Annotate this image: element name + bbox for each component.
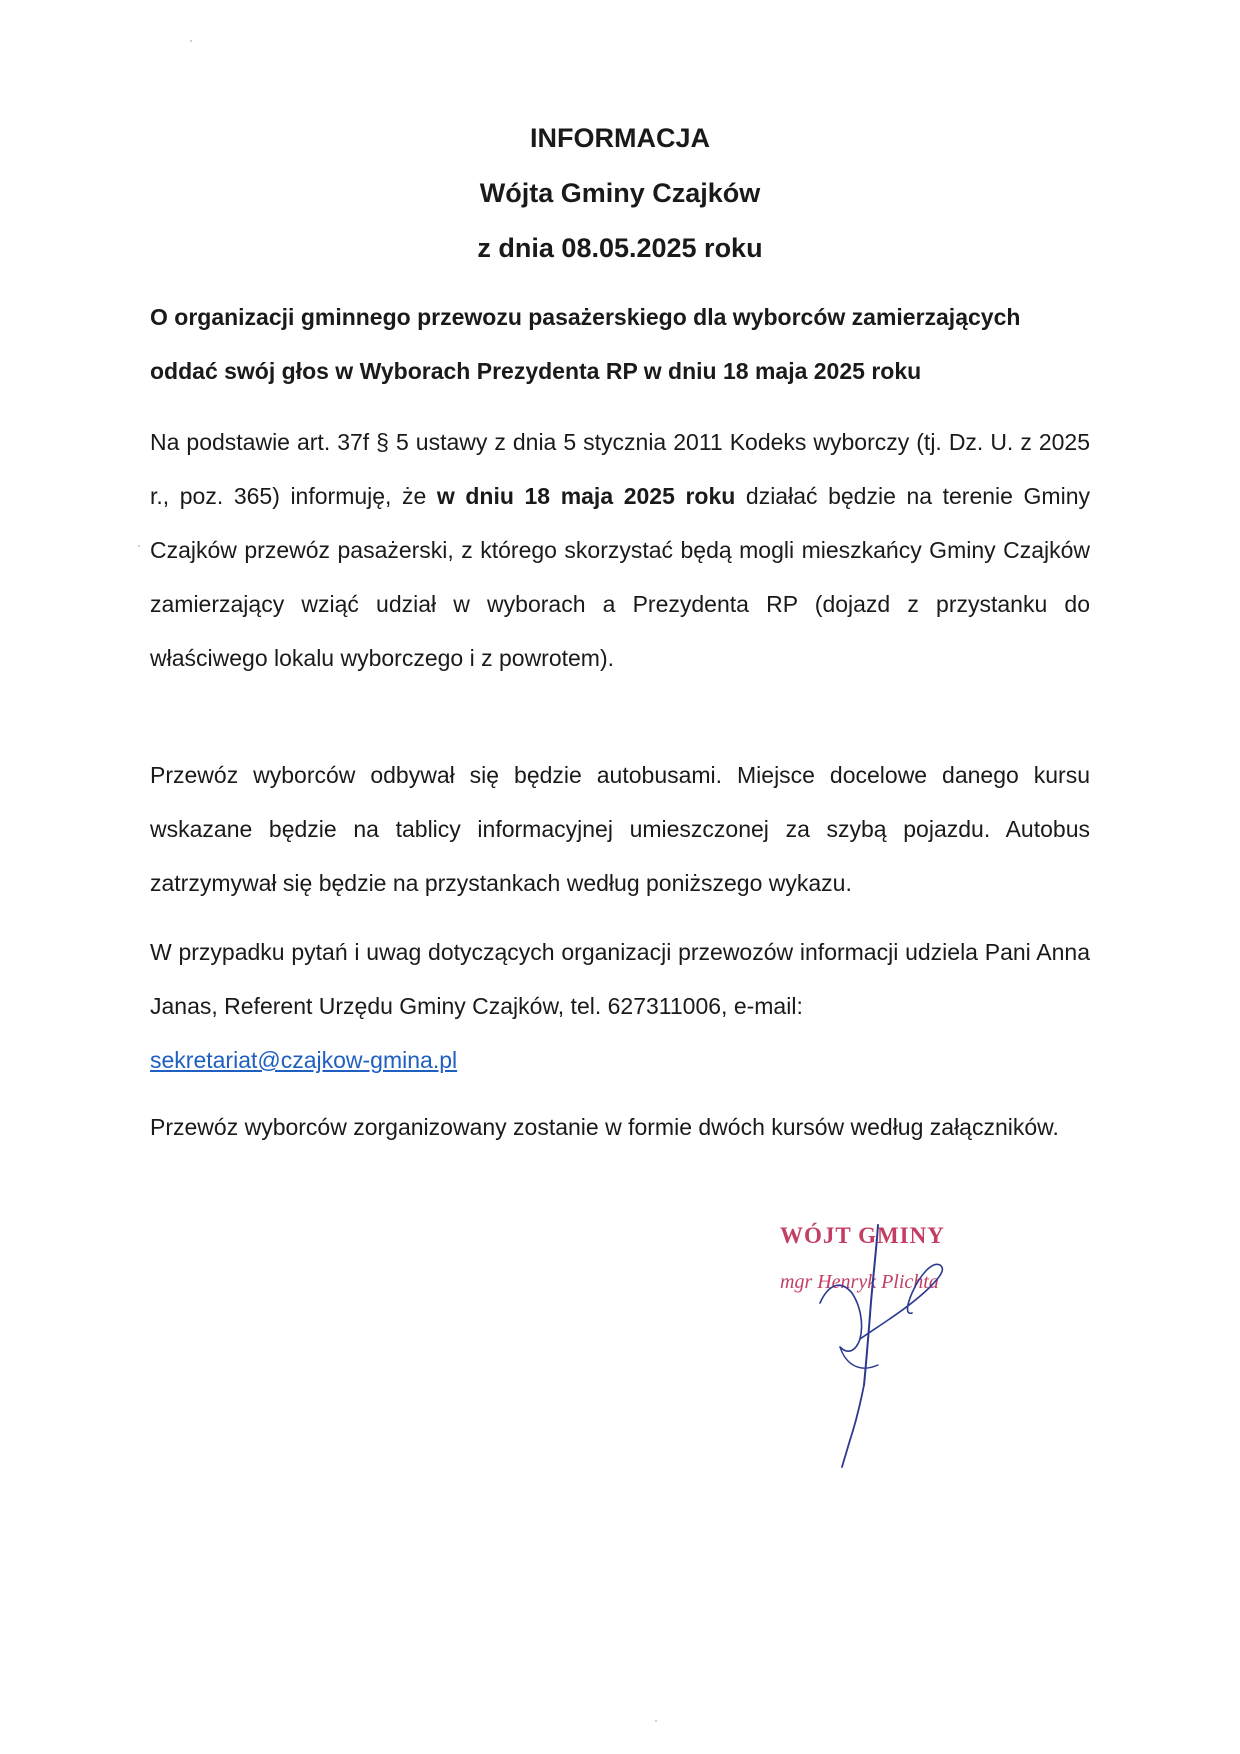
- document-author: Wójta Gminy Czajków: [479, 178, 761, 208]
- stamp-title: WÓJT GMINY: [780, 1223, 945, 1248]
- paragraph-legal-basis-text-before: Na podstawie art. 37f § 5 ustawy z dnia 5 stycznia 2011 Kodeks wyborczy (tj. Dz. U. z 2025 r., poz. 365) informuję, że: [150, 429, 1090, 509]
- paragraph-legal-basis-text-after: działać będzie na terenie Gminy Czajków przewóz pasażerski, z którego skorzystać będą mogli mieszkańcy Gminy Czajków zamierzający wziąć udział w wyborach a Prezydenta RP (dojazd z przystanku do właściwego lokalu wyborczego i z powrotem).: [150, 483, 1090, 671]
- scan-artifact: [190, 40, 192, 42]
- document-subject: [150, 290, 1090, 398]
- document-date: z dnia 08.05.2025 roku: [477, 233, 763, 263]
- scan-artifact: [138, 545, 140, 547]
- document-title: INFORMACJA: [530, 123, 710, 153]
- stamp-name: mgr Henryk Plichta: [780, 1271, 939, 1293]
- paragraph-contact: [150, 925, 1090, 1087]
- election-date-bold: w dniu 18 maja 2025 roku: [436, 483, 736, 509]
- subject-line-1: O organizacji gminnego przewozu pasażerskiego dla wyborców zamierzających: [150, 304, 1021, 330]
- email-link[interactable]: sekretariat@czajkow-gmina.pl: [150, 1047, 458, 1073]
- paragraph-transport: Przewóz wyborców odbywał się będzie autobusami. Miejsce docelowe danego kursu wskazane będzie na tablicy informacyjnej umieszczonej za szybą pojazdu. Autobus zatrzymywał się będzie na przystankach według poniższego wykazu.: [150, 762, 1090, 896]
- scan-artifact: [655, 1720, 657, 1722]
- handwritten-signature: [760, 1215, 1020, 1475]
- subject-line-2: oddać swój głos w Wyborach Prezydenta RP w dniu 18 maja 2025 roku: [150, 358, 922, 384]
- paragraph-courses: Przewóz wyborców zorganizowany zostanie w formie dwóch kursów według załączników.: [150, 1114, 1059, 1140]
- paragraph-contact-text: W przypadku pytań i uwag dotyczących organizacji przewozów informacji udziela Pani Anna Janas, Referent Urzędu Gminy Czajków, tel. 627311006, e-mail:: [150, 939, 1090, 1019]
- paragraph-legal-basis: [150, 415, 1090, 685]
